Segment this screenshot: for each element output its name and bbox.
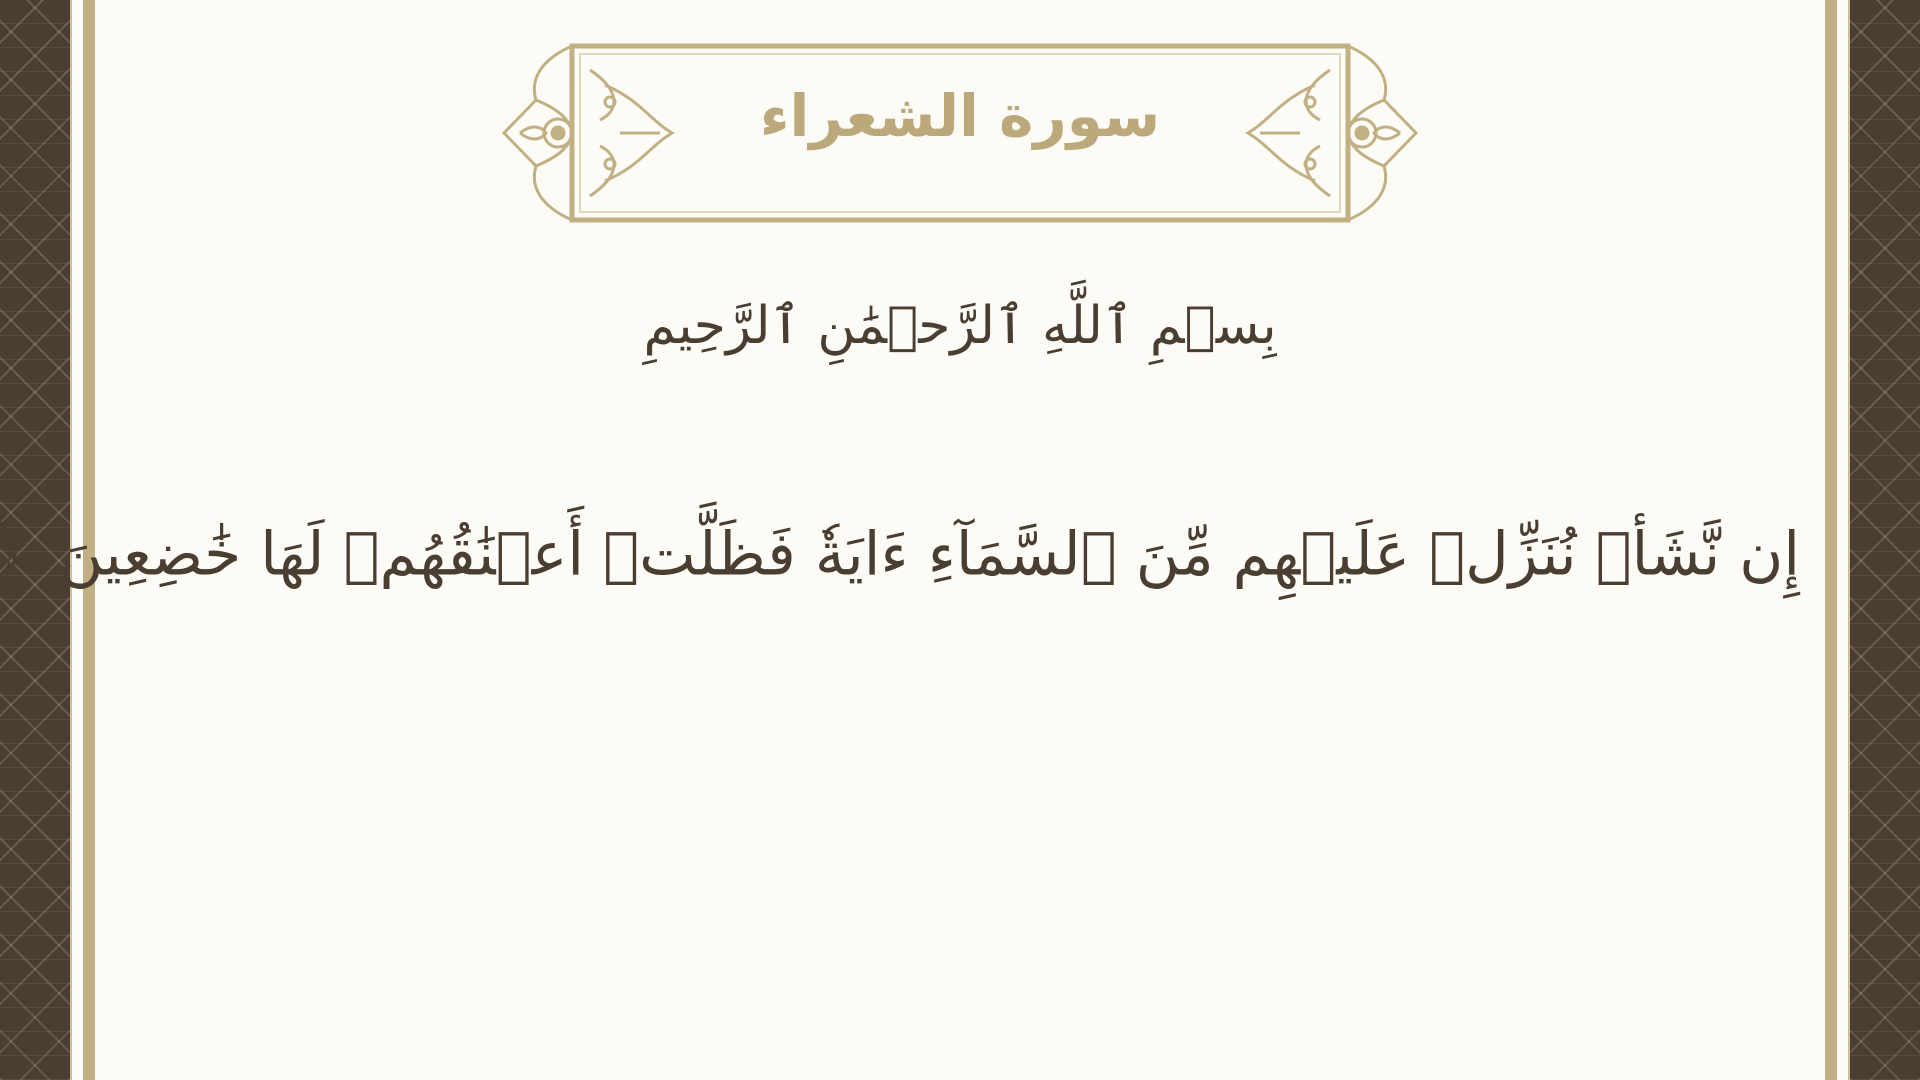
right-inner-line — [1848, 0, 1850, 1080]
verse-text: إِن نَّشَأۡ نُنَزِّلۡ عَلَيۡهِم مِّنَ ٱلسَّمَآءِ ءَايَةٗ فَظَلَّتۡ أَعۡنَٰقُهُمۡ لَهَا خَٰضِعِينَ — [59, 519, 1800, 590]
verse-line — [59, 518, 1800, 598]
right-ornamental-border — [1850, 0, 1920, 1080]
right-gold-frame — [1825, 0, 1837, 1080]
basmala: بِسۡمِ ٱللَّهِ ٱلرَّحۡمَٰنِ ٱلرَّحِيمِ — [643, 296, 1277, 356]
surah-title: سورة الشعراء — [759, 82, 1161, 150]
verse-end-marker — [0, 508, 22, 598]
verse-number — [0, 524, 22, 570]
